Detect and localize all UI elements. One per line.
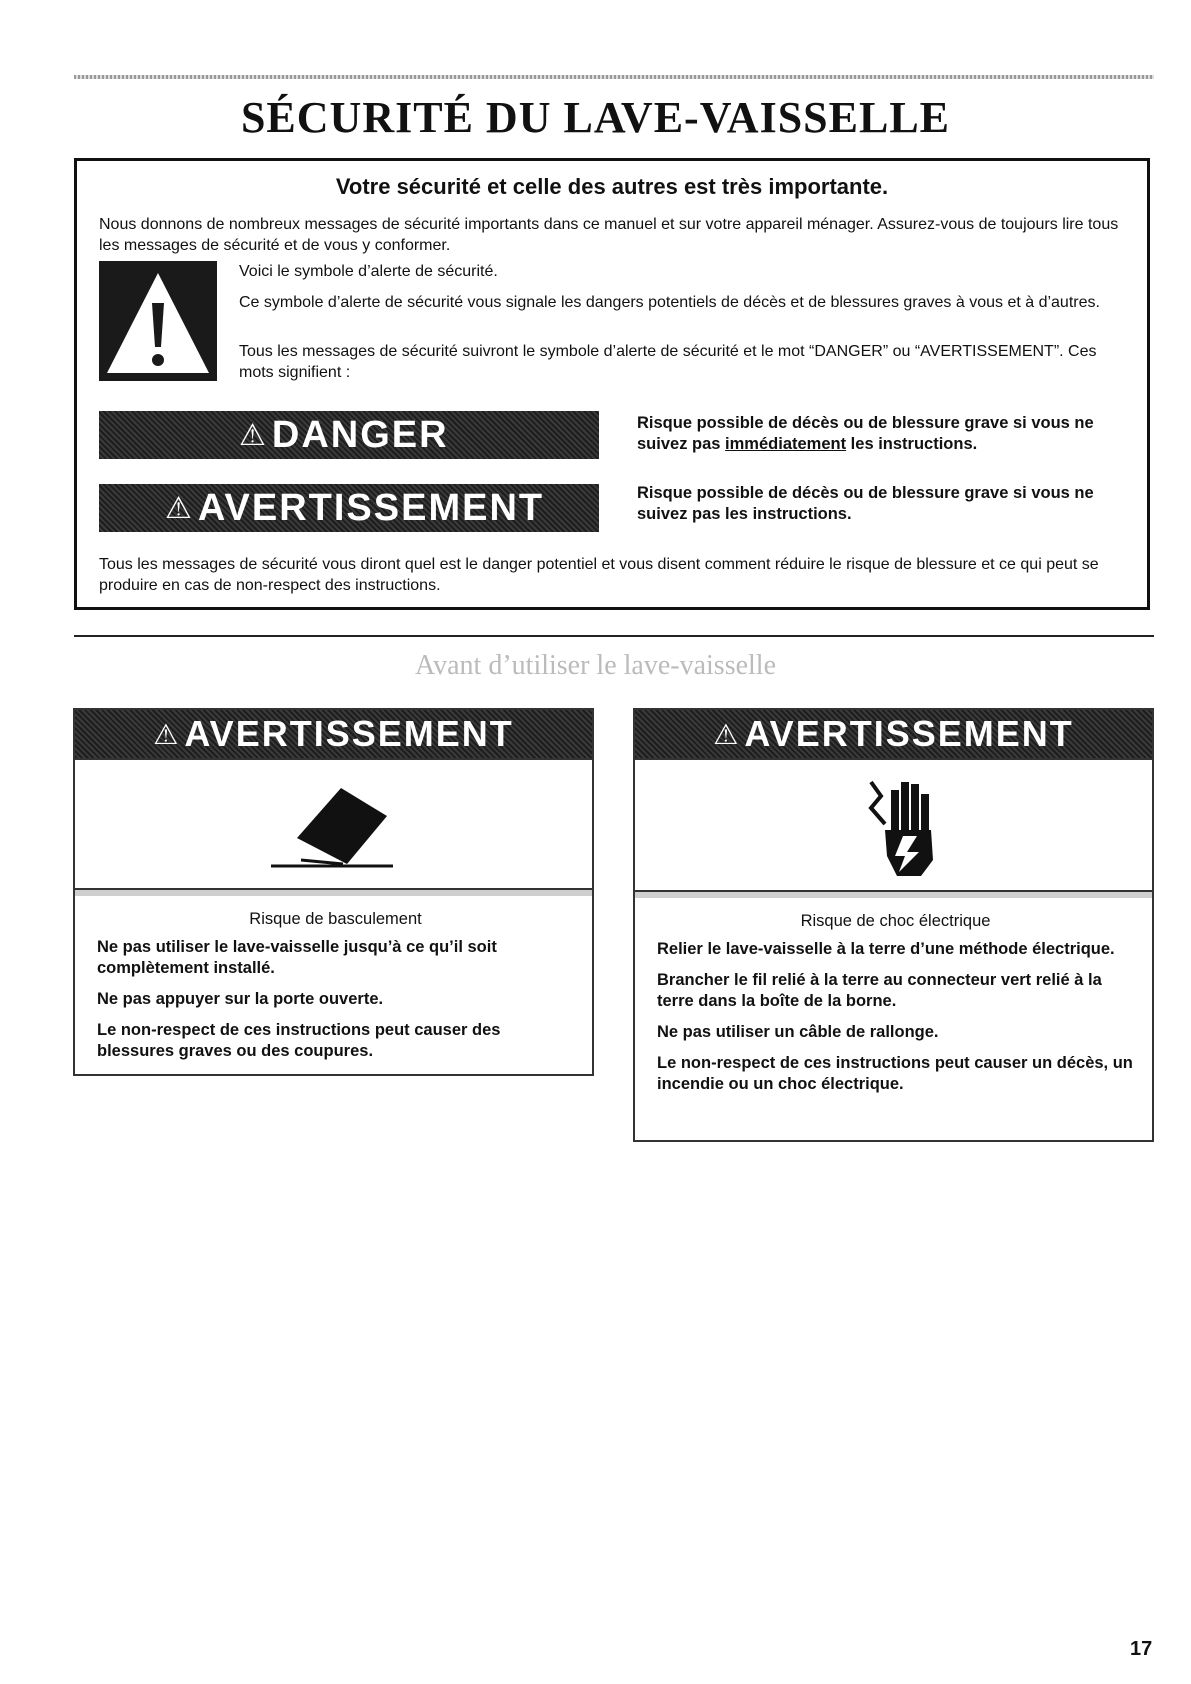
safety-alert-icon [99, 261, 217, 381]
graphic-area [75, 758, 592, 890]
warning-triangle-icon: ⚠ [153, 718, 179, 750]
safety-info-box [74, 158, 1150, 610]
warning-line: Brancher le fil relié à la terre au connecteur vert relié à la terre dans la boîte de la borne. [657, 971, 1102, 1010]
page-title: SÉCURITÉ DU LAVE-VAISSELLE [240, 93, 951, 142]
warning-box-header: ⚠ AVERTISSEMENT [635, 710, 1152, 758]
warning-line: Le non-respect de ces instructions peut causer un décès, un incendie ou un choc électrique. [657, 1054, 1133, 1093]
page-number: 17 [1130, 1638, 1153, 1660]
safety-heading: Votre sécurité et celle des autres est très importante. [335, 174, 889, 199]
warning-line: Le non-respect de ces instructions peut causer des blessures graves ou des coupures. [97, 1021, 501, 1060]
warning-label: AVERTISSEMENT [197, 486, 545, 529]
risk-title: Risque de choc électrique [800, 912, 991, 930]
risk-title: Risque de basculement [249, 910, 422, 928]
warning-banner [99, 484, 599, 532]
warning-line: Ne pas utiliser le lave-vaisselle jusqu’à ce qu’il soit complètement installé. [97, 938, 497, 977]
electric-shock-icon [635, 760, 1152, 890]
danger-label: DANGER [271, 413, 449, 456]
alert-para-2: Ce symbole d’alerte de sécurité vous signale les dangers potentiels de décès et de blessures graves à vous et à d’autres. [239, 294, 1100, 311]
section-divider [74, 635, 1154, 637]
warning-box-electric-shock [633, 708, 1154, 1142]
warning-description: Risque possible de décès ou de blessure grave si vous ne suivez pas les instructions. [637, 484, 1094, 523]
warning-triangle-icon: ⚠ [165, 491, 192, 525]
alert-para-1: Voici le symbole d’alerte de sécurité. [239, 263, 498, 280]
graphic-area [635, 758, 1152, 892]
warning-triangle-icon: ⚠ [713, 718, 739, 750]
section-subtitle: Avant d’utiliser le lave-vaisselle [414, 650, 777, 681]
alert-para-3: Tous les messages de sécurité suivront le symbole d’alerte de sécurité et le mot “DANGER” ou “AVERTISSEMENT”. Ces mots signifient : [239, 343, 1097, 381]
warning-line: Ne pas utiliser un câble de rallonge. [657, 1023, 939, 1041]
warning-box-body [635, 892, 1152, 1115]
danger-banner [99, 411, 599, 459]
warning-triangle-icon: ⚠ [239, 418, 266, 452]
warning-box-body [75, 890, 592, 1082]
danger-description: Risque possible de décès ou de blessure grave si vous ne suivez pas immédiatement les instructions. [637, 414, 1094, 453]
warning-line: Ne pas appuyer sur la porte ouverte. [97, 990, 384, 1008]
tip-over-icon [75, 760, 592, 888]
warning-box-header: ⚠ AVERTISSEMENT [75, 710, 592, 758]
safety-intro: Nous donnons de nombreux messages de sécurité importants dans ce manuel et sur votre appareil ménager. Assurez-vous de toujours lire tous les messages de sécurité et de vous y conformer. [99, 216, 1119, 254]
safety-footer: Tous les messages de sécurité vous diront quel est le danger potentiel et vous disent comment réduire le risque de blessure et ce qui peut se produire en cas de non-respect des instructions. [99, 556, 1099, 594]
top-rule [74, 75, 1154, 79]
warning-box-tip-over [73, 708, 594, 1076]
warning-line: Relier le lave-vaisselle à la terre d’une méthode électrique. [657, 940, 1115, 958]
